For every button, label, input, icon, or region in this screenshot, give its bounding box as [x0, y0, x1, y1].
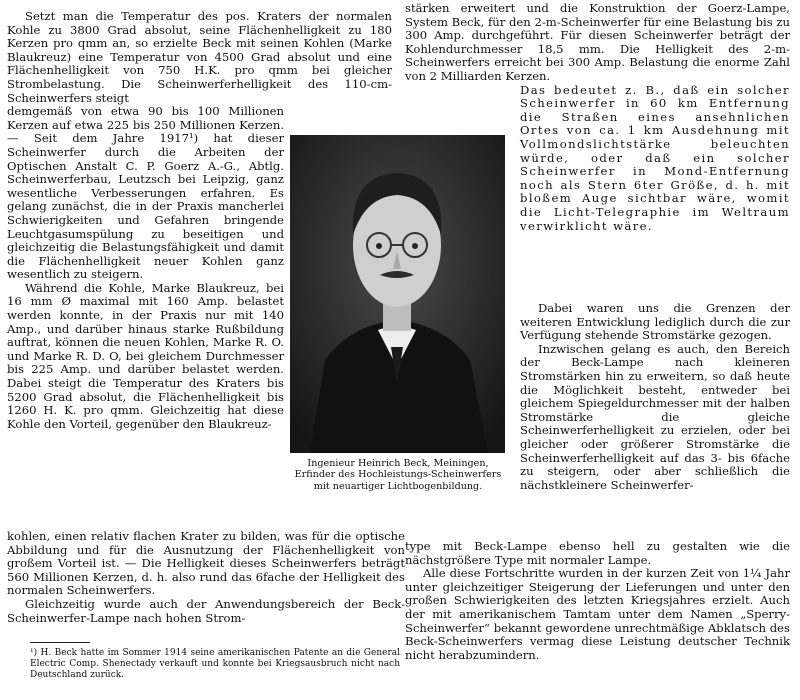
- right-paragraph-2: Dabei waren uns die Grenzen der weiteren Entwicklung lediglich durch die zur Verfügung stehende Stromstärke gezogen.: [520, 301, 790, 343]
- right-paragraph-3: Inzwischen gelang es auch, den Bereich der Beck-Lampe nach kleineren Stromstärken hin zu erweitern, so daß heute die Möglichkeit besteht, entweder bei gleichem Spiegeldurchmesser mit der halben Stromstärke die gleiche Scheinwerferhelligkeit zu erzielen, oder bei gleicher oder größerer Stromstärke die Scheinwerferhelligkeit auf das 3- bis 6fache zu steigern, oder aber schließlich die nächstkleinere Scheinwerfer-: [520, 341, 790, 492]
- lower-right-paragraph: Alle diese Fortschritte wurden in der kurzen Zeit von 1¼ Jahr unter gleichzeitiger Steigerung der Lieferungen und unter den großen Schwierigkeiten des letzten Kriegsjahres erzielt. Auch der mit amerikanischem Tamtam unter dem Namen „Sperry-Scheinwerfer“ bekannt gewordene unrechtmäßige Abklatsch des Beck-Scheinwerfers vermag diese Leistung deutscher Technik nicht herabzumindern.: [405, 566, 790, 662]
- right-column-lower: [405, 302, 790, 492]
- left-paragraph-1: Setzt man die Temperatur des pos. Kraters der normalen Kohle zu 3800 Grad absolut, seine Flächenhelligkeit zu 180 Kerzen pro qmm an, so erzielte Beck mit seinen Kohlen (Marke Blaukreuz) eine Temperatur von 4500 Grad absolut und eine Flächenhelligkeit von 750 H.K. pro qmm bei gleicher Strombelastung. Die Scheinwerferhelligkeit des 110-cm-Scheinwerfers steigt: [7, 9, 392, 105]
- left-paragraph-1-continued: demgemäß von etwa 90 bis 100 Millionen Kerzen auf etwa 225 bis 250 Millionen Kerzen. — Seit dem Jahre 1917¹) hat dieser Scheinwerfer durch die Arbeiten der Optischen Anstalt C. P. Goerz A.-G., Abtlg. Scheinwerferbau, Leutzsch bei Leipzig, ganz wesentliche Verbesserungen erfahren. Es gelang zunächst, die in der Praxis mancherlei Schwierigkeiten und Gefahren bringende Leuchtgasumspülung zu beseitigen und gleichzeitig die Belastungsfähigkeit und damit die Flächenhelligkeit neuer Kohlen ganz wesentlich zu steigern.: [7, 104, 284, 282]
- lower-left-text: [7, 530, 405, 625]
- right-column: [405, 2, 790, 233]
- footnote-text: ¹) H. Beck hatte im Sommer 1914 seine amerikanischen Patente an die General Electric Comp. Shenectady verkauft und konnte bei Kriegsausbruch nicht nach Deutschland zurück.: [30, 648, 400, 680]
- photo-caption: Ingenieur Heinrich Beck, Meiningen, Erfinder des Hochleistungs-Scheinwerfers mit neuartiger Lichtbogenbildung.: [294, 458, 502, 492]
- lower-left-line: kohlen, einen relativ flachen Krater zu bilden, was für die optische Abbildung und für die Ausnutzung der Flächenhelligkeit von großem Vorteil ist. — Die Helligkeit dieses Scheinwerfers beträgt 560 Millionen Kerzen, d. h. also rund das 6fache der Helligkeit des normalen Scheinwerfers.: [7, 529, 405, 598]
- left-paragraph-2: Während die Kohle, Marke Blaukreuz, bei 16 mm Ø maximal mit 160 Amp. belastet werden konnte, in der Praxis nur mit 140 Amp., und darüber hinaus starke Rußbildung auftrat, können die neuen Kohlen, Marke R. O. und Marke R. D. O, bei gleichem Durchmesser bis 225 Amp. und darüber belastet werden. Dabei steigt die Temperatur des Kraters bis 5200 Grad absolut, die Flächenhelligkeit bis 1260 H. K. pro qmm. Gleichzeitig hat diese Kohle den Vorteil, gegenüber den Blaukreuz-: [7, 280, 284, 431]
- right-paragraph-1: stärken erweitert und die Konstruktion der Goerz-Lampe, System Beck, für den 2-m-Scheinwerfer für eine Belastung bis zu 300 Amp. durchgeführt. Für diesen Scheinwerfer beträgt der Kohlendurchmesser 18,5 mm. Die Helligkeit des 2-m-Scheinwerfers erreicht bei 300 Amp. Belastung die enorme Zahl von 2 Milliarden Kerzen.: [405, 1, 790, 83]
- footnote: [30, 648, 400, 681]
- lower-left-paragraph: Gleichzeitig wurde auch der Anwendungsbereich der Beck-Scheinwerfer-Lampe nach hohen Strom-: [7, 596, 405, 625]
- right-paragraph-1-spaced: Das bedeutet z. B., daß ein solcher Scheinwerfer in 60 km Entfernung die Straßen eines ansehnlichen Ortes von ca. 1 km Ausdehnung mit Vollmondslichtstärke beleuchten würde, oder daß ein solcher Scheinwerfer in Mond-Entfernung noch als Stern 6ter Größe, d. h. mit bloßem Auge sichtbar wäre, womit die Licht-Telegraphie im Weltraum verwirklicht wäre.: [520, 82, 790, 233]
- lower-right-text: [405, 540, 790, 662]
- footnote-rule: [30, 642, 90, 643]
- lower-right-line: type mit Beck-Lampe ebenso hell zu gestalten wie die nächstgrößere Type mit normaler Lampe.: [405, 539, 790, 567]
